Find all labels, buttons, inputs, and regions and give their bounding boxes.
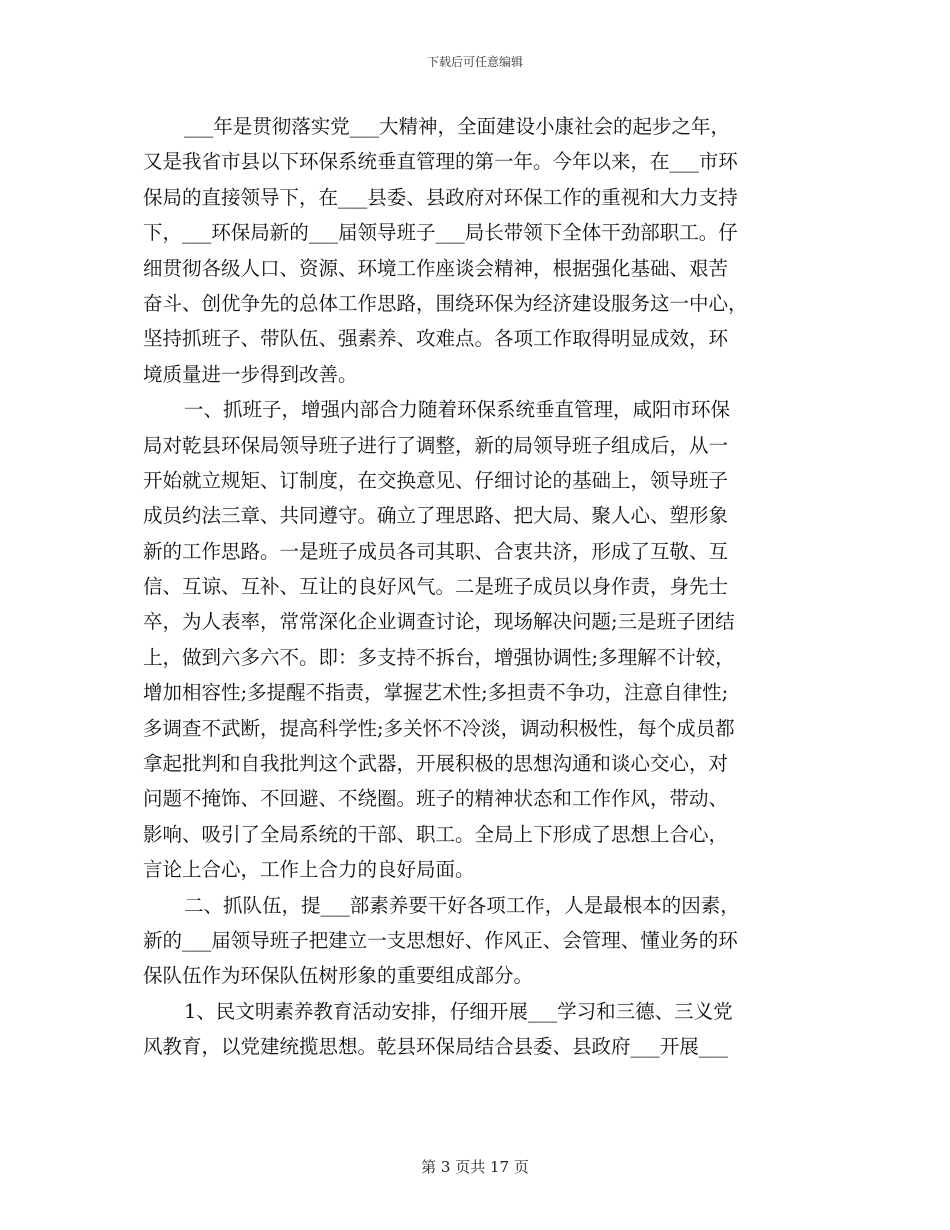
text-line: 风教育，以党建统揽思想。乾县环保局结合县委、县政府___开展___ <box>143 1035 729 1059</box>
text-line: 又是我省市县以下环保系统垂直管理的第一年。今年以来，在___市环 <box>143 150 738 174</box>
document-body <box>143 109 808 1065</box>
text-line: 开始就立规矩、订制度，在交换意见、仔细讨论的基础上，领导班子 <box>143 468 729 492</box>
text-line: 坚持抓班子、带队伍、强素养、攻难点。各项工作取得明显成效，环 <box>143 327 729 351</box>
text-line: 问题不掩饰、不回避、不绕圈。班子的精神状态和工作作风，带动、 <box>143 787 729 811</box>
text-line: 信、互谅、互补、互让的良好风气。二是班子成员以身作责，身先士 <box>143 575 729 599</box>
text-line: 成员约法三章、共同遵守。确立了理思路、把大局、聚人心、塑形象 <box>143 504 729 528</box>
text-line: 下，___环保局新的___届领导班子___局长带领下全体干劲部职工。仔 <box>143 221 738 245</box>
text-line: 保队伍作为环保队伍树形象的重要组成部分。 <box>143 964 534 988</box>
page-header: 下载后可任意编辑 <box>426 55 523 69</box>
text-line: 二、抓队伍，提___部素养要干好各项工作，人是最根本的因素， <box>184 893 740 917</box>
text-line: 新的工作思路。一是班子成员各司其职、合衷共济，形成了互敬、互 <box>143 539 729 563</box>
page-footer: 第 3 页共 17 页 <box>421 1158 529 1176</box>
text-line: ___年是贯彻落实党___大精神，全面建设小康社会的起步之年， <box>184 115 731 138</box>
text-line: 上，做到六多六不。即：多支持不拆台，增强协调性;多理解不计较， <box>143 645 735 669</box>
text-line: 境质量进一步得到改善。 <box>143 362 358 386</box>
text-line: 影响、吸引了全局系统的干部、职工。全局上下形成了思想上合心， <box>143 822 729 846</box>
text-line: 多调查不武断，提高科学性;多关怀不冷淡，调动积极性，每个成员都 <box>143 716 735 740</box>
text-line: 拿起批判和自我批判这个武器，开展积极的思想沟通和谈心交心，对 <box>143 752 729 776</box>
text-line: 卒，为人表率，常常深化企业调查讨论，现场解决问题;三是班子团结 <box>143 610 735 634</box>
text-line: 增加相容性;多提醒不指责，掌握艺术性;多担责不争功，注意自律性; <box>143 681 729 705</box>
text-line: 新的___届领导班子把建立一支思想好、作风正、会管理、懂业务的环 <box>143 928 738 952</box>
text-line: 一、抓班子，增强内部合力随着环保系统垂直管理，咸阳市环保 <box>184 398 731 422</box>
text-line: 言论上合心，工作上合力的良好局面。 <box>143 858 475 882</box>
text-line: 奋斗、创优争先的总体工作思路，围绕环保为经济建设服务这一中心， <box>143 291 748 315</box>
text-line: 保局的直接领导下，在___县委、县政府对环保工作的重视和大力支持 <box>143 185 738 209</box>
text-line: 局对乾县环保局领导班子进行了调整，新的局领导班子组成后，从一 <box>143 433 729 457</box>
text-line: 细贯彻各级人口、资源、环境工作座谈会精神，根据强化基础、艰苦 <box>143 256 729 280</box>
text-line: 1、民文明素养教育活动安排，仔细开展___学习和三德、三义党 <box>184 999 733 1023</box>
